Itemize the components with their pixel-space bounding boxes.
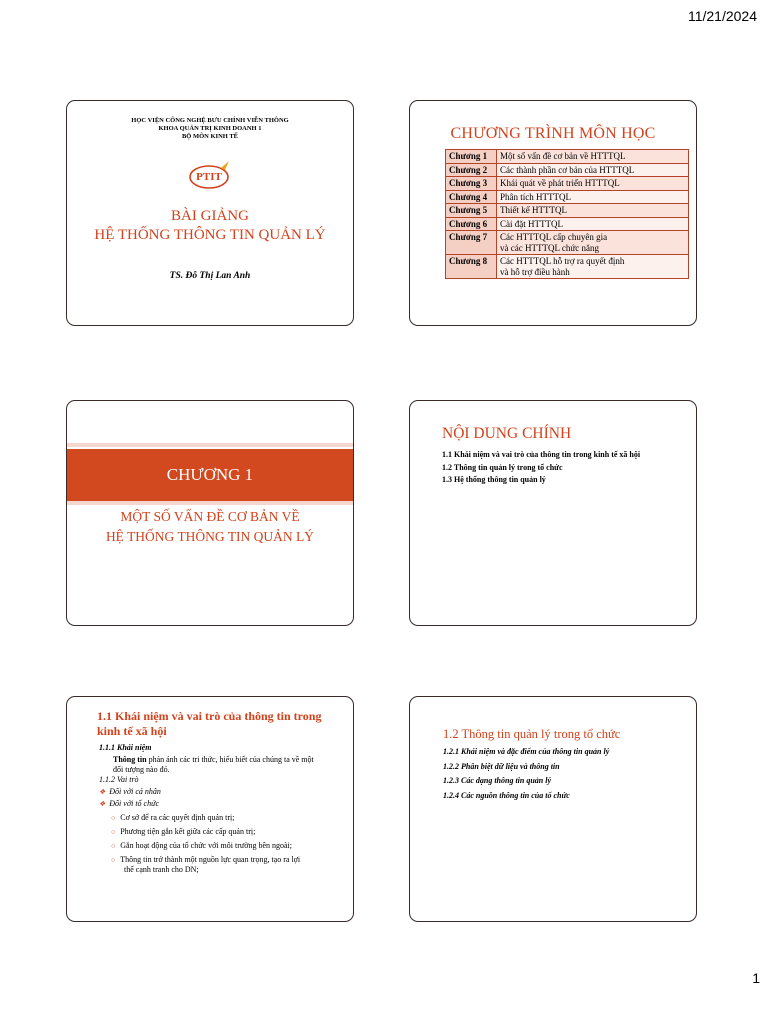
- topic-cell: [497, 231, 689, 255]
- lecture-title: [67, 207, 353, 245]
- sub-item-cont: thế cạnh tranh cho DN;: [124, 865, 199, 874]
- list-item: 1.2.2 Phân biệt dữ liệu và thông tin: [443, 761, 560, 771]
- chapter-cell: Chương 8: [446, 255, 497, 279]
- chapter-cell: Chương 6: [446, 217, 497, 231]
- main-content-title: NỘI DUNG CHÍNH: [442, 425, 572, 442]
- list-item: 1.2 Thông tin quản lý trong tổ chức: [442, 462, 563, 472]
- table-row: [446, 255, 689, 279]
- institution-line: KHOA QUẢN TRỊ KINH DOANH 1: [158, 125, 262, 132]
- print-date: 11/21/2024: [687, 8, 757, 24]
- page-number: 1: [752, 970, 760, 986]
- institution-heading: [67, 117, 353, 141]
- section-list: [443, 745, 609, 803]
- table-row: [446, 217, 689, 231]
- topic-cell: Một số vấn đề cơ bản về HTTTQL: [497, 150, 689, 164]
- sub-item: [111, 855, 345, 865]
- chapter-cell: Chương 7: [446, 231, 497, 255]
- circle-bullet-icon: ○: [111, 814, 116, 822]
- chapter-cell: Chương 4: [446, 190, 497, 204]
- circle-bullet-icon: ○: [111, 842, 116, 850]
- table-row: [446, 177, 689, 191]
- slide-chapter-cover: [66, 400, 354, 626]
- list-item: 1.2.3 Các dạng thông tin quản lý: [443, 776, 552, 785]
- bullet-text: Đối với cá nhân: [109, 787, 161, 796]
- topic-cell: [497, 255, 689, 279]
- sub-item: [111, 813, 345, 823]
- diamond-bullet-icon: ❖: [99, 800, 106, 808]
- bullet-text: Đối với tổ chức: [109, 799, 160, 808]
- list-item: 1.2.4 Các nguồn thông tin của tổ chức: [443, 790, 570, 800]
- sub-item: [111, 841, 345, 851]
- slide-section-1-2: [409, 696, 697, 922]
- decor-stripe: [67, 443, 353, 447]
- topic-line: Các HTTTQL cấp chuyên gia: [500, 232, 608, 242]
- sub-item-text: Gắn hoạt động của tổ chức với môi trường bên ngoài;: [120, 841, 292, 850]
- chapter-subtitle-line2: HỆ THỐNG THÔNG TIN QUẢN LÝ: [105, 529, 315, 544]
- syllabus-title: CHƯƠNG TRÌNH MÔN HỌC: [450, 125, 656, 142]
- slide-main-content: [409, 400, 697, 626]
- institution-line: BỘ MÔN KINH TẾ: [181, 133, 239, 140]
- list-item: 1.3 Hệ thống thông tin quản lý: [442, 475, 546, 484]
- topic-cell: Các thành phần cơ bản của HTTTQL: [497, 163, 689, 177]
- chapter-cell: Chương 5: [446, 204, 497, 218]
- table-row: [446, 204, 689, 218]
- subsection-heading: 1.1.1 Khái niệm: [99, 743, 152, 752]
- circle-bullet-icon: ○: [111, 828, 116, 836]
- circle-bullet-icon: ○: [111, 856, 116, 864]
- section-title: 1.2 Thông tin quản lý trong tổ chức: [443, 727, 621, 741]
- list-item: 1.2.1 Khái niệm và đặc điểm của thông tin quản lý: [443, 747, 610, 756]
- sub-item: [111, 827, 345, 837]
- institution-line: HỌC VIỆN CÔNG NGHỆ BƯU CHÍNH VIỄN THÔNG: [131, 117, 289, 124]
- main-content-list: [442, 449, 640, 487]
- definition-cont: đối tượng nào đó.: [113, 765, 170, 774]
- chapter-cell: Chương 3: [446, 177, 497, 191]
- table-row: [446, 150, 689, 164]
- bullet-item: [99, 787, 345, 797]
- table-row: [446, 231, 689, 255]
- decor-stripe: [67, 501, 353, 505]
- list-item: 1.1 Khái niệm và vai trò của thông tin trong kinh tế xã hội: [442, 450, 641, 459]
- table-row: [446, 163, 689, 177]
- sub-item-text: Thông tin trở thành một nguồn lực quan trọng, tạo ra lợi: [120, 855, 301, 864]
- bullet-item: [99, 799, 345, 809]
- ptit-logo: [185, 159, 237, 191]
- subsection-heading: 1.1.2 Vai trò: [99, 775, 139, 784]
- sub-item-text: Cơ sở để ra các quyết định quản trị;: [120, 813, 235, 822]
- chapter-subtitle: [67, 507, 353, 547]
- diamond-bullet-icon: ❖: [99, 788, 106, 796]
- chapter-cell: Chương 1: [446, 150, 497, 164]
- table-row: [446, 190, 689, 204]
- topic-cell: Thiết kế HTTTQL: [497, 204, 689, 218]
- topic-cell: Khái quát về phát triển HTTTQL: [497, 177, 689, 191]
- chapter-band: CHƯƠNG 1: [67, 449, 353, 501]
- slide-title: [66, 100, 354, 326]
- section-body: [99, 743, 345, 875]
- definition-term: Thông tin: [113, 755, 147, 764]
- definition-text: phản ánh các tri thức, hiểu biết của chúng ta về một: [146, 755, 314, 764]
- definition: [113, 755, 345, 765]
- topic-cell: Cài đặt HTTTQL: [497, 217, 689, 231]
- topic-line: và các HTTTQL chức năng: [500, 242, 599, 253]
- topic-cell: Phân tích HTTTQL: [497, 190, 689, 204]
- topic-line: và hỗ trợ điều hành: [500, 266, 570, 277]
- author-name: TS. Đỗ Thị Lan Anh: [169, 271, 251, 281]
- lecture-title-line1: BÀI GIẢNG: [171, 208, 249, 224]
- slide-syllabus: [409, 100, 697, 326]
- syllabus-table: [445, 149, 689, 279]
- lecture-title-line2: HỆ THỐNG THÔNG TIN QUẢN LÝ: [94, 227, 326, 243]
- sub-item-text: Phương tiện gắn kết giữa các cấp quản trị;: [120, 827, 256, 836]
- logo-text: PTIT: [196, 171, 222, 183]
- slide-section-1-1: [66, 696, 354, 922]
- chapter-subtitle-line1: MỘT SỐ VẤN ĐỀ CƠ BẢN VỀ: [120, 509, 300, 524]
- topic-line: Các HTTTQL hỗ trợ ra quyết định: [500, 256, 625, 266]
- chapter-cell: Chương 2: [446, 163, 497, 177]
- section-title: 1.1 Khái niệm và vai trò của thông tin trong kinh tế xã hội: [97, 709, 322, 738]
